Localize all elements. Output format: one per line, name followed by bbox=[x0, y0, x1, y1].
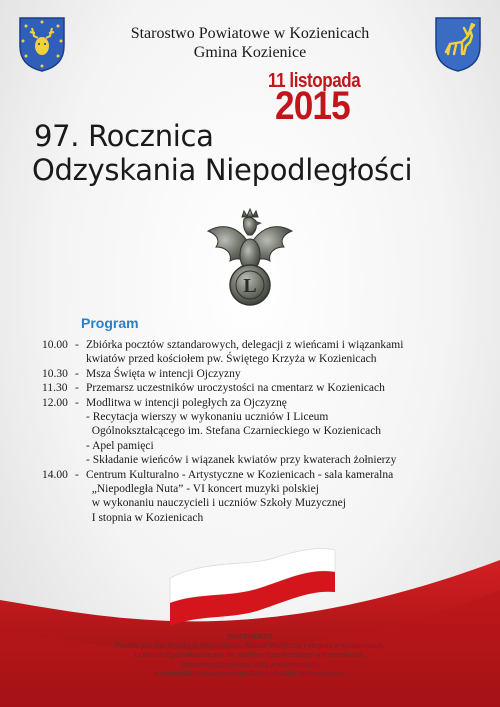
event-date-year: 2015 bbox=[275, 84, 350, 128]
partners-footer bbox=[0, 632, 500, 680]
program-row bbox=[42, 424, 482, 438]
program-row bbox=[42, 367, 482, 381]
program-item-text: I stopnia w Kozienicach bbox=[86, 511, 204, 524]
program-time: 12.00 bbox=[42, 396, 68, 409]
program-item-text: Zbiórka pocztów sztandarowych, delegacji z wieńcami i wiązankami bbox=[86, 339, 404, 351]
program-row bbox=[42, 410, 482, 424]
organizer-line-gmina: Gmina Kozienice bbox=[193, 44, 307, 61]
title-line-2: Odzyskania Niepodległości bbox=[32, 153, 413, 187]
badge-letter: L bbox=[243, 275, 257, 297]
organizers-header bbox=[0, 24, 500, 62]
partners-heading: PARTNERZY bbox=[227, 632, 273, 641]
program-time: 14.00 bbox=[42, 468, 68, 481]
program-item-text: w wykonaniu nauczycieli i uczniów Szkoły Muzycznej bbox=[86, 497, 346, 510]
program-row bbox=[42, 453, 482, 467]
program-item-text: kwiatów przed kościołem pw. Świętego Krzyża w Kozienicach bbox=[86, 353, 377, 366]
legion-eagle-badge-icon bbox=[200, 205, 300, 311]
title-line-1: 97. Rocznica bbox=[34, 119, 214, 153]
program-row bbox=[42, 468, 482, 482]
program-row bbox=[42, 511, 482, 525]
program-time: 10.30 bbox=[42, 367, 68, 380]
program-dash: - bbox=[75, 382, 79, 395]
program-item-text: - Recytacja wierszy w wykonaniu uczniów I Liceum bbox=[86, 411, 329, 424]
program-item-text: „Niepodległa Nuta” - VI koncert muzyki polskiej bbox=[86, 483, 319, 496]
program-row bbox=[42, 496, 482, 510]
program-item-text: - Apel pamięci bbox=[86, 439, 154, 452]
polish-flag-icon bbox=[160, 548, 340, 628]
partner-line: I Liceum Ogólnokształcące im. Stefana Czarnieckiego w Kozienicach, bbox=[134, 652, 366, 659]
program-time: 10.00 bbox=[42, 339, 68, 351]
program-row bbox=[42, 396, 482, 410]
organizer-line-starostwo: Starostwo Powiatowe w Kozienicach bbox=[130, 25, 370, 42]
partner-line: Parafia pw. Św. Krzyża w Kozienicach, Szkoła Muzyczna I stopnia w Kozienicach, bbox=[115, 642, 385, 650]
program-row bbox=[42, 352, 482, 366]
program-item-text: Przemarsz uczestników uroczystości na cmentarz w Kozienicach bbox=[86, 382, 385, 395]
event-date-day-month: 11 listopada bbox=[268, 70, 361, 92]
program-row bbox=[42, 439, 482, 453]
program-item-text: Msza Święta w intencji Ojczyzny bbox=[86, 367, 241, 380]
program-item-text: Centrum Kulturalno - Artystyczne w Kozienicach - sala kameralna bbox=[86, 468, 394, 481]
program-dash: - bbox=[75, 396, 79, 409]
program-dash: - bbox=[75, 339, 79, 351]
program-list bbox=[42, 338, 482, 525]
program-dash: - bbox=[75, 367, 79, 380]
program-heading: Program bbox=[81, 315, 139, 331]
program-item-text: Ogólnokształcącego im. Stefana Czarnieckiego w Kozienicach bbox=[86, 425, 382, 438]
partner-line: Kozienickie Stowarzyszenie Rekonstrukcji Historycznych bbox=[154, 671, 346, 678]
program-row bbox=[42, 482, 482, 496]
program-item-text: - Składanie wieńców i wiązanek kwiatów przy kwaterach żołnierzy bbox=[86, 454, 397, 467]
program-dash: - bbox=[75, 468, 79, 481]
program-time: 11.30 bbox=[42, 382, 68, 395]
page-title bbox=[32, 119, 412, 187]
partner-line: Jednostka Strzelecka 1412 w Kozienicach, bbox=[179, 661, 321, 669]
program-row bbox=[42, 338, 482, 352]
program-item-text: Modlitwa w intencji poległych za Ojczyznę bbox=[86, 396, 287, 409]
program-row bbox=[42, 381, 482, 395]
